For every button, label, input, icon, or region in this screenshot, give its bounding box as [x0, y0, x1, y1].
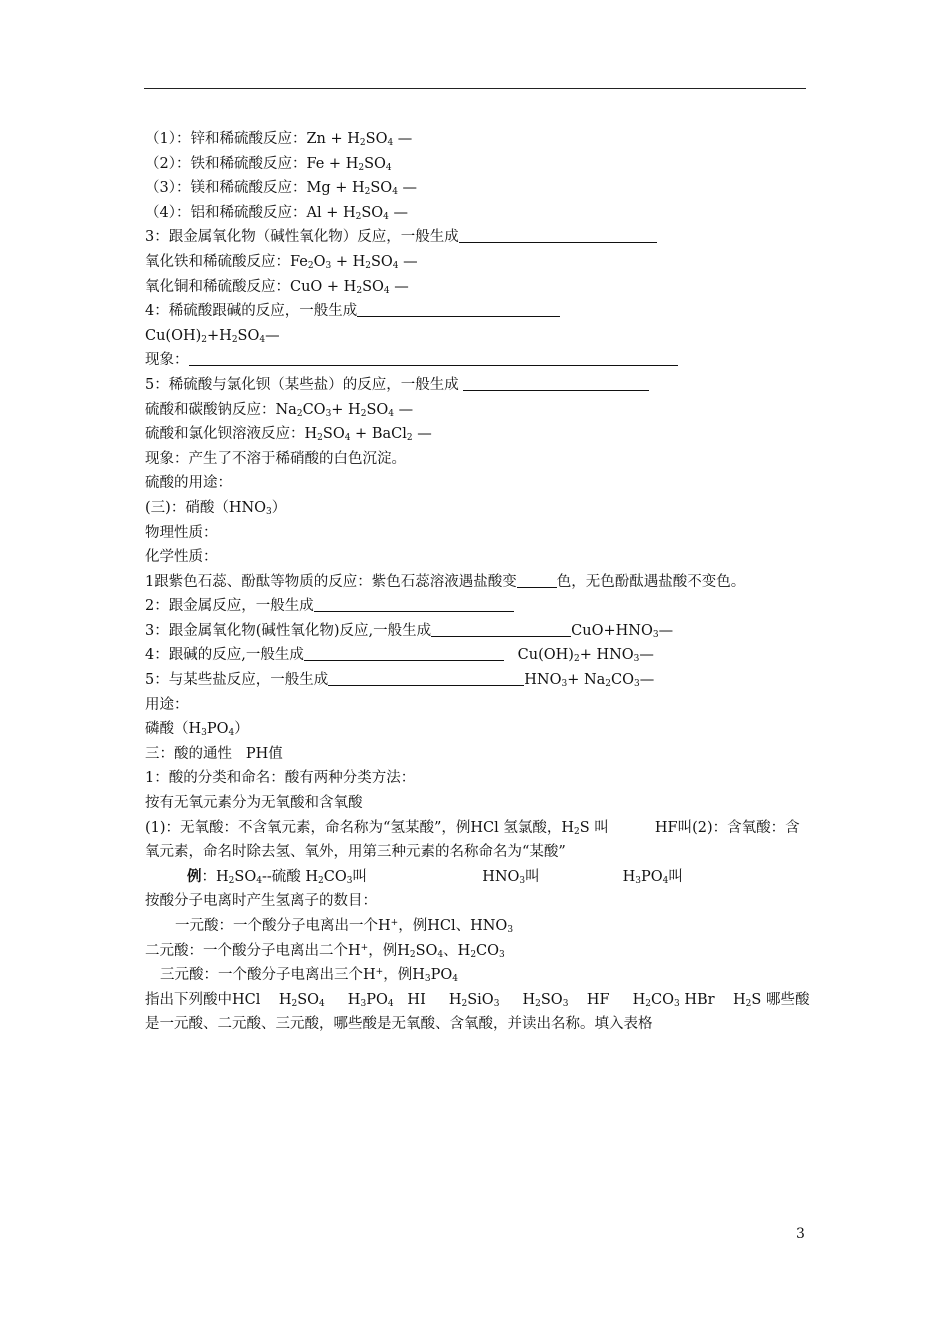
header-rule — [144, 88, 806, 89]
text-line: 氧化铁和稀硫酸反应：$Fe_2O_3 + H_2SO_4$ — — [145, 253, 418, 271]
text-line: 硫酸和碳酸钠反应：$Na_2CO_3+ H_2SO_4$ — — [145, 401, 414, 419]
text-line: 按有无氧元素分为无氧酸和含氧酸 — [145, 795, 363, 812]
text-paragraph: 1跟紫色石蕊、酚酞等物质的反应：紫色石蕊溶液遇盐酸变 色，无色酚酞遇盐酸不变色。 — [145, 573, 746, 590]
text-line: （1）：锌和稀硫酸反应：$Zn + H_2SO_4$ — — [145, 131, 413, 148]
text-line: （2）：铁和稀硫酸反应：$Fe + H_2SO_4$ — [145, 155, 392, 173]
document-body — [145, 127, 810, 1037]
text-line: 现象： — [145, 348, 810, 373]
text-line: $Cu(OH)_2+H_2SO_4—$ — [145, 327, 280, 345]
text-paragraph: 指出下列酸中HCl $H_2SO_4$ $H_3PO_4$ HI $H_2SiO_3$ $H_2SO_3$ HF $H_2CO_3$ HBr $H_2S$ 哪些酸是一元酸、二元酸、三元酸，哪些酸是无氧酸、含氧酸，并读出名称。填入表格 — [145, 991, 810, 1033]
text-line: 3：跟金属氧化物（碱性氧化物）反应，一般生成 — [145, 225, 810, 250]
text-line: 磷酸$(H_3PO_4)$ — [145, 721, 249, 739]
text-line: 按酸分子电离时产生氢离子的数目： — [145, 893, 377, 910]
text-line: 物理性质： — [145, 524, 218, 541]
text-line: 硫酸和氯化钡溶液反应：$H_2SO_4$ + BaCl$_2$ — — [145, 426, 432, 444]
text-line: （3）：镁和稀硫酸反应：$Mg + H_2SO_4$ — — [145, 180, 418, 198]
text-line: (三)：硝酸$(HNO_3)$ — [145, 499, 287, 517]
text-line: 一元酸：一个酸分子电离出一个H+，例HCl、$HNO_3$ — [175, 918, 514, 935]
text-paragraph: (1)：无氧酸：不含氧元素，命名称为“氢某酸”，例HCl 氢氯酸，$H_2S$ 叫 HF叫(2)：含氧酸：含氧元素，命名时除去氢、氧外，用第三种元素的名称命名为“某酸” — [145, 819, 800, 861]
text-line: 用途： — [145, 696, 189, 713]
text-line: 1：酸的分类和命名：酸有两种分类方法： — [145, 770, 416, 787]
text-line: 5：与某些盐反应，一般生成 $HNO_3+$ $Na_2CO_3—$ — [145, 672, 655, 690]
text-line: 二元酸：一个酸分子电离出二个H+，例$H_2SO_4$、$H_2CO_3$ — [145, 942, 505, 960]
text-line: 化学性质： — [145, 549, 218, 566]
text-line: 现象：产生了不溶于稀硝酸的白色沉淀。 — [145, 450, 406, 467]
text-line: 三：酸的通性 PH值 — [145, 745, 283, 762]
text-line: 三元酸：一个酸分子电离出三个H+，例$H_3PO_4$ — [160, 967, 458, 985]
text-line: 5：稀硫酸与氯化钡（某些盐）的反应，一般生成 — [145, 373, 810, 398]
text-line: 例：$H_2SO_4--$硫酸 $H_2CO_3$叫 $HNO_3$叫 $H_3PO_4$叫 — [187, 867, 683, 886]
text-line: 2：跟金属反应，一般生成 — [145, 594, 810, 619]
text-line: （4）：铝和稀硫酸反应：$Al + H_2SO_4$ — — [145, 204, 409, 222]
text-line: 4：稀硫酸跟碱的反应，一般生成 — [145, 299, 810, 324]
page-number: 3 — [796, 1226, 805, 1242]
text-line: 3：跟金属氧化物(碱性氧化物)反应,一般生成 $CuO+HNO_3—$ — [145, 622, 674, 640]
text-line: 氧化铜和稀硫酸反应：CuO + $H_2SO_4$ — — [145, 278, 409, 296]
text-line: 硫酸的用途： — [145, 475, 232, 492]
text-line: 4：跟碱的反应,一般生成 $Cu(OH)_2+$ $HNO_3—$ — [145, 647, 654, 665]
